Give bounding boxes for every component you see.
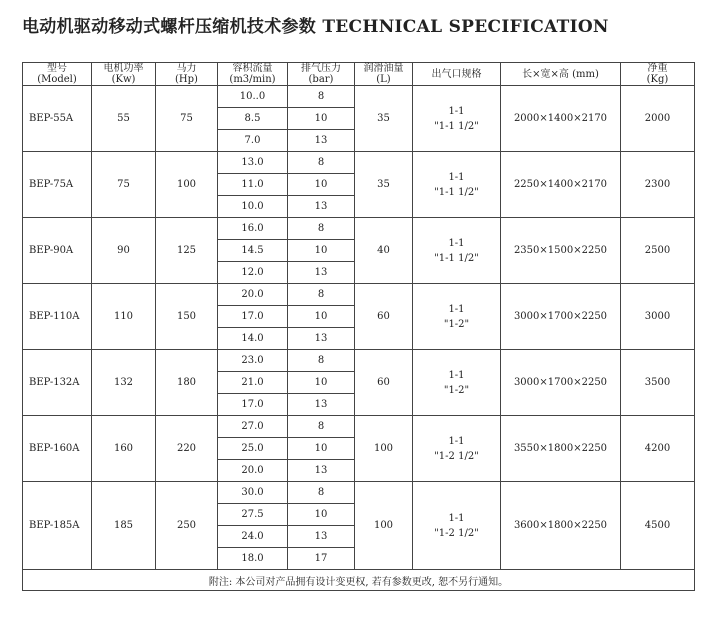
header-weight: 净重 (Kg) (621, 63, 695, 86)
outlet-cell (413, 482, 501, 570)
outlet-line-1: 1-1 (448, 171, 465, 183)
outlet-line-2: "1-2 1/2" (434, 527, 479, 539)
outlet-line-2: "1-2" (443, 384, 470, 396)
model-cell: BEP-132A (23, 350, 92, 416)
flow-cell: 13.0 (218, 152, 288, 174)
outlet-line-2: "1-1 1/2" (434, 186, 479, 198)
pressure-cell: 8 (288, 152, 355, 174)
pressure-cell: 8 (288, 350, 355, 372)
header-motor-power: 电机功率 (Kw) (92, 63, 156, 86)
pressure-cell: 10 (288, 240, 355, 262)
flow-cell: 20.0 (218, 284, 288, 306)
flow-cell: 14.0 (218, 328, 288, 350)
model-cell: BEP-75A (23, 152, 92, 218)
outlet-line-1: 1-1 (448, 105, 465, 117)
horsepower-cell: 180 (156, 350, 218, 416)
flow-cell: 27.0 (218, 416, 288, 438)
outlet-line-2: "1-1 1/2" (434, 120, 479, 132)
flow-cell: 17.0 (218, 306, 288, 328)
pressure-cell: 10 (288, 108, 355, 130)
pressure-cell: 10 (288, 504, 355, 526)
pressure-cell: 13 (288, 328, 355, 350)
oil-cell: 40 (355, 218, 413, 284)
dimensions-cell: 2350×1500×2250 (501, 218, 621, 284)
flow-cell: 12.0 (218, 262, 288, 284)
flow-cell: 24.0 (218, 526, 288, 548)
motor-power-cell: 75 (92, 152, 156, 218)
pressure-cell: 13 (288, 526, 355, 548)
page-title: 电动机驱动移动式螺杆压缩机技术参数 TECHNICAL SPECIFICATION (22, 17, 609, 37)
outlet-line-1: 1-1 (448, 512, 465, 524)
table-row (23, 350, 695, 372)
weight-cell: 4500 (621, 482, 695, 570)
weight-cell: 2000 (621, 86, 695, 152)
weight-cell: 3500 (621, 350, 695, 416)
spec-table (22, 62, 695, 591)
header-row (23, 63, 695, 86)
flow-cell: 10..0 (218, 86, 288, 108)
oil-cell: 100 (355, 482, 413, 570)
pressure-cell: 8 (288, 86, 355, 108)
flow-cell: 21.0 (218, 372, 288, 394)
weight-cell: 3000 (621, 284, 695, 350)
spec-table-body (23, 86, 695, 570)
motor-power-cell: 132 (92, 350, 156, 416)
oil-cell: 60 (355, 350, 413, 416)
outlet-line-1: 1-1 (448, 369, 465, 381)
note-row (23, 570, 695, 591)
motor-power-cell: 90 (92, 218, 156, 284)
outlet-line-2: "1-2" (443, 318, 470, 330)
flow-cell: 20.0 (218, 460, 288, 482)
pressure-cell: 17 (288, 548, 355, 570)
header-horsepower: 马力 (Hp) (156, 63, 218, 86)
oil-cell: 100 (355, 416, 413, 482)
horsepower-cell: 220 (156, 416, 218, 482)
horsepower-cell: 250 (156, 482, 218, 570)
flow-cell: 8.5 (218, 108, 288, 130)
pressure-cell: 10 (288, 438, 355, 460)
pressure-cell: 8 (288, 416, 355, 438)
dimensions-cell: 3000×1700×2250 (501, 350, 621, 416)
flow-cell: 14.5 (218, 240, 288, 262)
table-row (23, 152, 695, 174)
model-cell: BEP-185A (23, 482, 92, 570)
outlet-line-1: 1-1 (448, 435, 465, 447)
flow-cell: 23.0 (218, 350, 288, 372)
motor-power-cell: 110 (92, 284, 156, 350)
pressure-cell: 10 (288, 306, 355, 328)
weight-cell: 2500 (621, 218, 695, 284)
table-row (23, 86, 695, 108)
header-flow: 容积流量 (m3/min) (218, 63, 288, 86)
flow-cell: 25.0 (218, 438, 288, 460)
outlet-cell (413, 86, 501, 152)
outlet-line-2: "1-2 1/2" (434, 450, 479, 462)
pressure-cell: 13 (288, 262, 355, 284)
model-cell: BEP-55A (23, 86, 92, 152)
table-row (23, 218, 695, 240)
table-row (23, 284, 695, 306)
oil-cell: 35 (355, 152, 413, 218)
model-cell: BEP-90A (23, 218, 92, 284)
outlet-cell (413, 350, 501, 416)
horsepower-cell: 125 (156, 218, 218, 284)
pressure-cell: 8 (288, 284, 355, 306)
motor-power-cell: 185 (92, 482, 156, 570)
dimensions-cell: 3600×1800×2250 (501, 482, 621, 570)
outlet-line-2: "1-1 1/2" (434, 252, 479, 264)
header-outlet: 出气口规格 (413, 63, 501, 86)
pressure-cell: 10 (288, 372, 355, 394)
pressure-cell: 8 (288, 218, 355, 240)
flow-cell: 27.5 (218, 504, 288, 526)
outlet-cell (413, 284, 501, 350)
outlet-line-1: 1-1 (448, 303, 465, 315)
oil-cell: 35 (355, 86, 413, 152)
flow-cell: 7.0 (218, 130, 288, 152)
dimensions-cell: 3550×1800×2250 (501, 416, 621, 482)
motor-power-cell: 55 (92, 86, 156, 152)
outlet-cell (413, 218, 501, 284)
flow-cell: 10.0 (218, 196, 288, 218)
flow-cell: 16.0 (218, 218, 288, 240)
pressure-cell: 13 (288, 196, 355, 218)
table-row (23, 416, 695, 438)
table-row (23, 482, 695, 504)
flow-cell: 17.0 (218, 394, 288, 416)
weight-cell: 4200 (621, 416, 695, 482)
pressure-cell: 13 (288, 460, 355, 482)
header-pressure: 排气压力 (bar) (288, 63, 355, 86)
pressure-cell: 13 (288, 130, 355, 152)
footnote: 附注: 本公司对产品拥有设计变更权, 若有参数更改, 恕不另行通知。 (23, 570, 695, 591)
weight-cell: 2300 (621, 152, 695, 218)
dimensions-cell: 2250×1400×2170 (501, 152, 621, 218)
header-model: 型号 (Model) (23, 63, 92, 86)
horsepower-cell: 150 (156, 284, 218, 350)
flow-cell: 18.0 (218, 548, 288, 570)
outlet-cell (413, 152, 501, 218)
dimensions-cell: 3000×1700×2250 (501, 284, 621, 350)
dimensions-cell: 2000×1400×2170 (501, 86, 621, 152)
pressure-cell: 13 (288, 394, 355, 416)
model-cell: BEP-110A (23, 284, 92, 350)
header-dimensions: 长×宽×高 (mm) (501, 63, 621, 86)
oil-cell: 60 (355, 284, 413, 350)
pressure-cell: 10 (288, 174, 355, 196)
outlet-cell (413, 416, 501, 482)
motor-power-cell: 160 (92, 416, 156, 482)
pressure-cell: 8 (288, 482, 355, 504)
flow-cell: 30.0 (218, 482, 288, 504)
outlet-line-1: 1-1 (448, 237, 465, 249)
model-cell: BEP-160A (23, 416, 92, 482)
flow-cell: 11.0 (218, 174, 288, 196)
horsepower-cell: 75 (156, 86, 218, 152)
horsepower-cell: 100 (156, 152, 218, 218)
header-oil: 润滑油量 (L) (355, 63, 413, 86)
